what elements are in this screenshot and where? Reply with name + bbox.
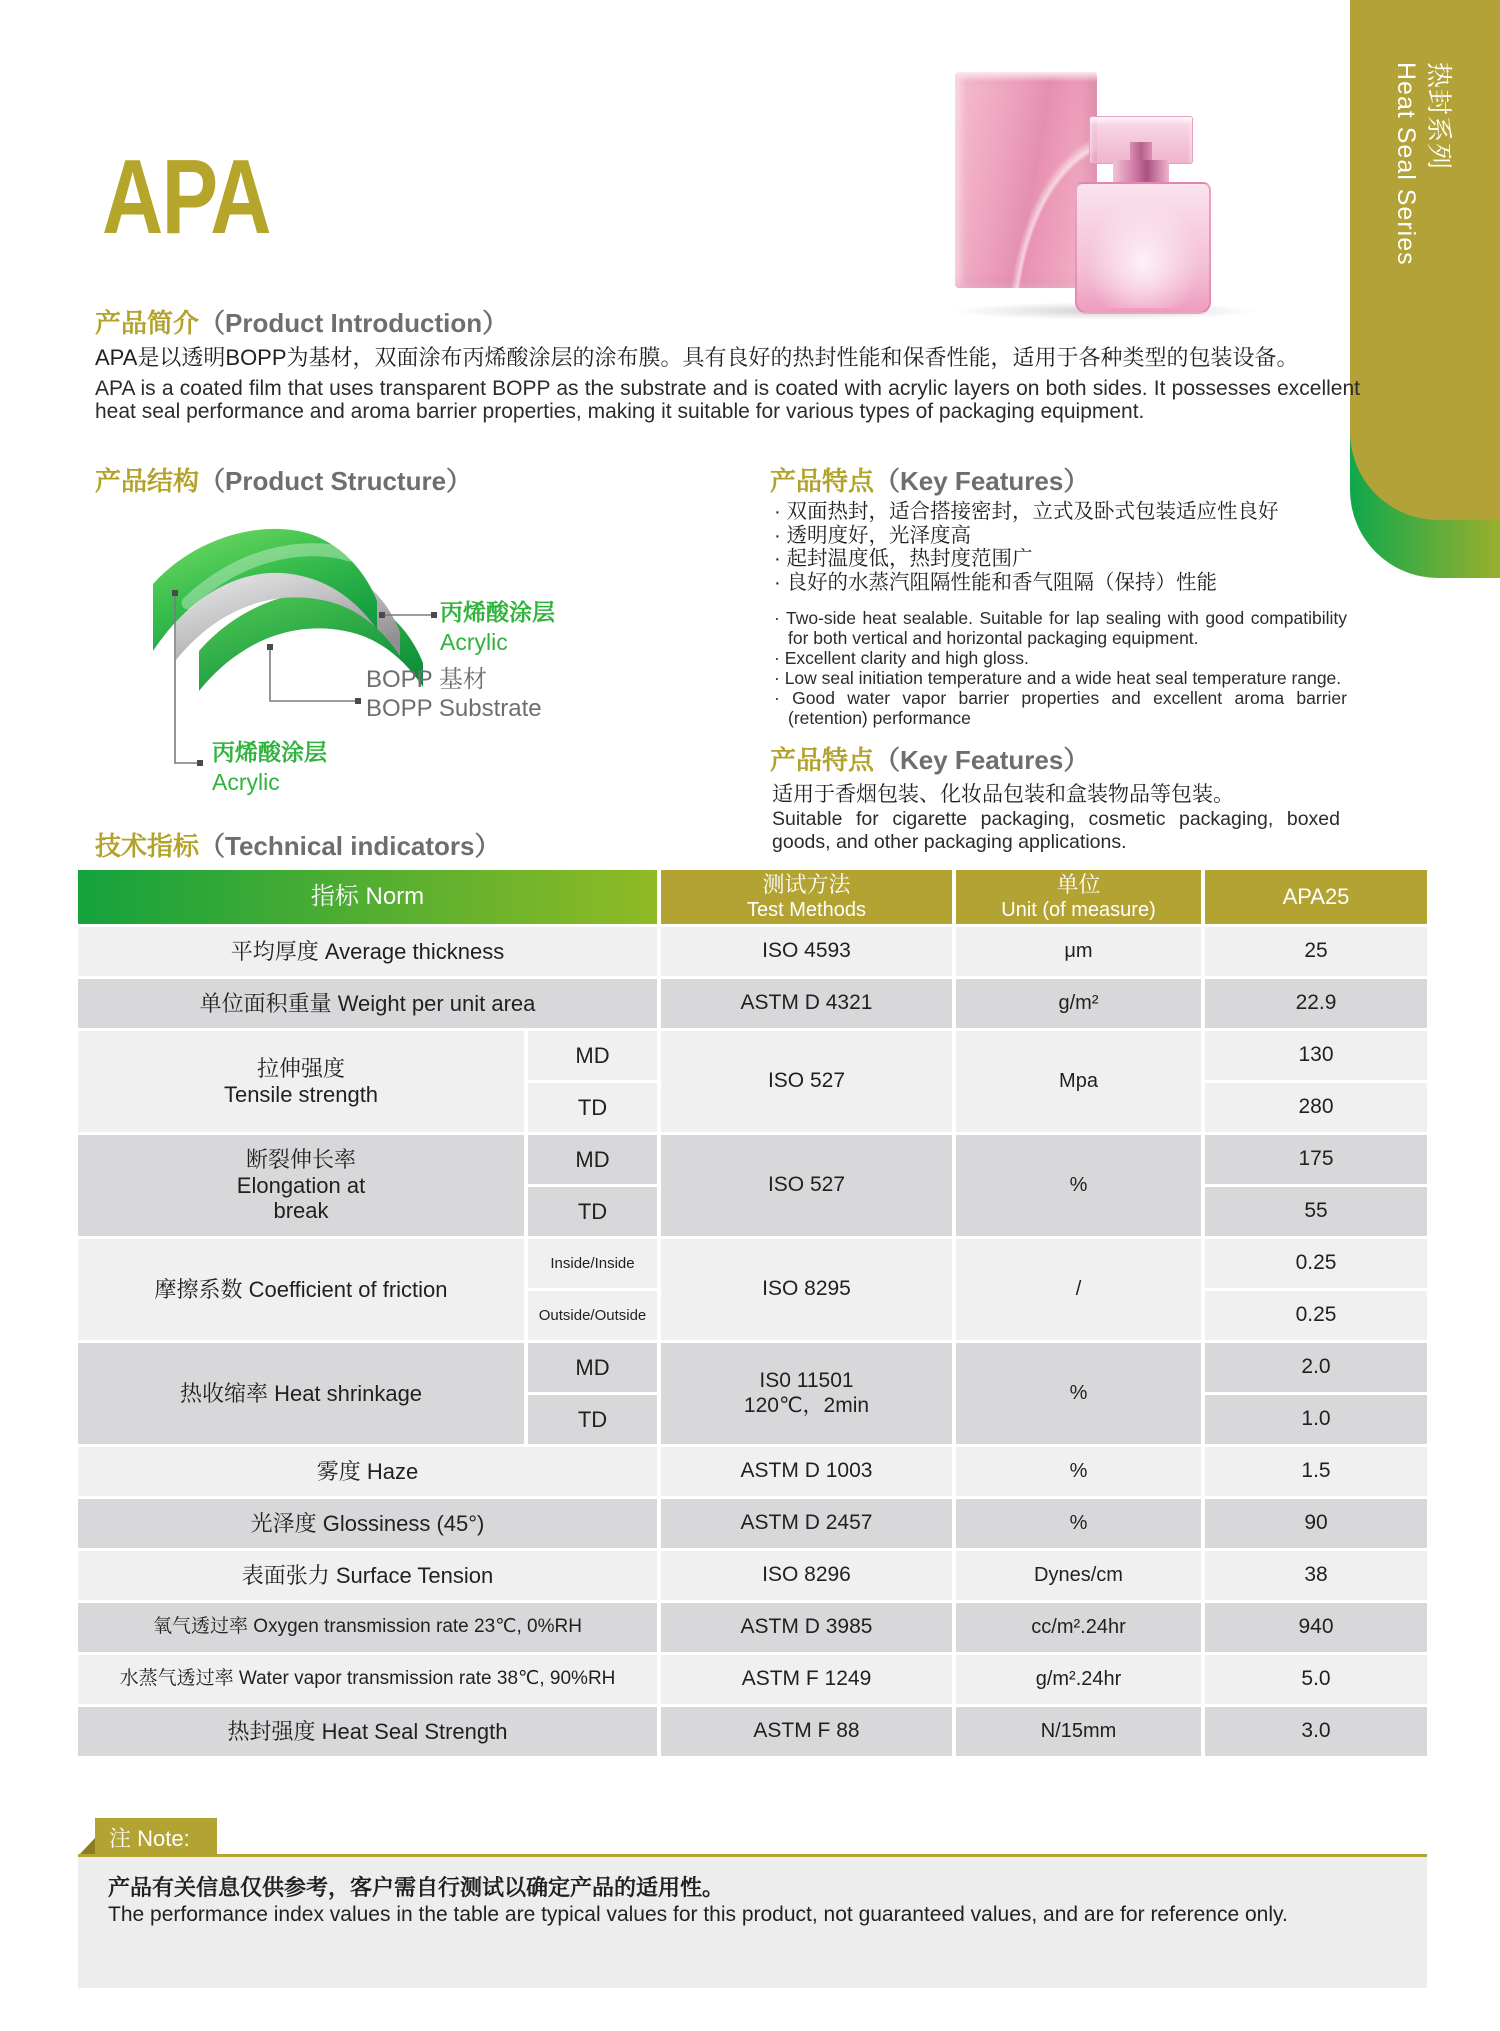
table-cell-method: ISO 8295 [661,1239,956,1340]
feature-bullet: · 双面热封，适合搭接密封，立式及卧式包装适应性良好 [772,500,1362,524]
table-row [78,1603,1427,1652]
table-cell-method: ASTM D 4321 [661,979,956,1028]
feature-bullet: · Excellent clarity and high gloss. [772,648,1347,668]
table-cell-val: 1.5 [1205,1447,1427,1496]
table-cell-method: ASTM F 1249 [661,1655,956,1704]
table-row [78,1499,1427,1548]
table-cell-method: ASTM F 88 [661,1707,956,1756]
intro-heading [95,303,508,340]
header-unit [956,870,1205,924]
applications-body-en: Suitable for cigarette packaging, cosmetic packaging, boxed goods, and other packaging applications. [772,808,1340,853]
label-bopp [366,665,542,723]
table-cell-method: ISO 527 [661,1031,956,1132]
table-cell-sub: Outside/Outside [528,1291,661,1340]
header-method-en: Test Methods [747,899,866,921]
product-title: APA [102,138,270,256]
table-cell-name: 光泽度 Glossiness (45°) [78,1499,661,1548]
table-cell-val: 5.0 [1205,1655,1427,1704]
header-grade: APA25 [1205,870,1427,924]
table-cell-method: ASTM D 1003 [661,1447,956,1496]
table-cell-val: 25 [1205,927,1427,976]
table-cell-sub: TD [528,1083,661,1132]
table-cell-name: 单位面积重量 Weight per unit area [78,979,661,1028]
table-cell-unit: cc/m².24hr [956,1603,1205,1652]
table-cell-method: IS0 11501 120℃，2min [661,1343,956,1444]
table-cell-name: 平均厚度 Average thickness [78,927,661,976]
note-line-cn: 产品有关信息仅供参考，客户需自行测试以确定产品的适用性。 [108,1875,725,1900]
table-cell-method: ASTM D 2457 [661,1499,956,1548]
label-acrylic-top-cn: 丙烯酸涂层 [440,599,555,625]
table-cell-sub: Inside/Inside [528,1239,661,1288]
structure-heading-en: （Product Structure） [199,466,473,496]
table-cell-name: 热收缩率 Heat shrinkage [78,1343,528,1444]
spec-table-header [78,870,1427,924]
table-cell-unit: % [956,1343,1205,1444]
table-row [78,1135,1427,1236]
table-row [78,979,1427,1028]
note-tab: 注 Note: [95,1818,217,1856]
features-heading-en: （Key Features） [874,466,1090,496]
table-row [78,1551,1427,1600]
series-label-en: Heat Seal Series [1392,62,1420,266]
note-box [78,1854,1427,1988]
structure-diagram [140,515,620,815]
features-bullets-en [772,608,1347,728]
indicators-heading-en: （Technical indicators） [199,831,501,861]
spec-table [78,870,1427,1759]
header-test-methods [661,870,956,924]
table-cell-val: 940 [1205,1603,1427,1652]
table-cell-unit: % [956,1135,1205,1236]
table-cell-name: 拉伸强度 Tensile strength [78,1031,528,1132]
table-cell-val: 55 [1205,1187,1427,1236]
structure-heading-cn: 产品结构 [95,466,200,496]
header-method-cn: 测试方法 [762,872,851,897]
table-cell-unit: / [956,1239,1205,1340]
intro-heading-en: （Product Introduction） [199,308,509,338]
bottle-collar [1113,160,1169,184]
bottle-body [1075,182,1211,314]
applications-heading [770,740,1089,777]
label-acrylic-top-en: Acrylic [440,629,508,655]
table-cell-unit: Mpa [956,1031,1205,1132]
table-row [78,1655,1427,1704]
header-unit-en: Unit (of measure) [1001,899,1156,921]
sidebar-series-label [1390,62,1456,266]
intro-body-en: APA is a coated film that uses transparent BOPP as the substrate and is coated with acrylic layers on both sides. It possesses excellent heat seal performance and aroma barrier properties, making it suitable for various types of packaging equipment. [95,377,1360,423]
table-cell-val: 3.0 [1205,1707,1427,1756]
table-cell-val: 90 [1205,1499,1427,1548]
table-cell-val: 175 [1205,1135,1427,1184]
table-cell-unit: N/15mm [956,1707,1205,1756]
spec-table-body [78,927,1427,1756]
applications-heading-cn: 产品特点 [770,745,875,775]
applications-heading-en: （Key Features） [874,745,1090,775]
table-cell-name: 水蒸气透过率 Water vapor transmission rate 38℃, 90%RH [78,1655,661,1704]
structure-heading [95,461,472,498]
label-bopp-cn: BOPP 基材 [366,666,487,693]
feature-bullet: · Good water vapor barrier properties and excellent aroma barrier (retention) performance [772,688,1347,728]
table-cell-val: 0.25 [1205,1291,1427,1340]
product-photo [950,60,1270,312]
features-heading [770,461,1089,498]
table-cell-unit: g/m² [956,979,1205,1028]
table-cell-method: ISO 527 [661,1135,956,1236]
table-cell-method: ISO 4593 [661,927,956,976]
table-cell-name: 断裂伸长率 Elongation at break [78,1135,528,1236]
table-cell-unit: % [956,1447,1205,1496]
header-unit-cn: 单位 [1056,872,1101,897]
table-cell-unit: Dynes/cm [956,1551,1205,1600]
table-cell-name: 氧气透过率 Oxygen transmission rate 23℃, 0%RH [78,1603,661,1652]
label-acrylic-bottom-en: Acrylic [212,769,280,795]
table-cell-sub: MD [528,1031,661,1080]
perfume-bottle [1075,116,1207,312]
label-acrylic-top [440,597,555,657]
table-cell-val: 38 [1205,1551,1427,1600]
table-cell-unit: % [956,1499,1205,1548]
table-cell-val: 2.0 [1205,1343,1427,1392]
table-cell-val: 0.25 [1205,1239,1427,1288]
features-bullets-cn [772,500,1362,594]
intro-body-cn: APA是以透明BOPP为基材，双面涂布丙烯酸涂层的涂布膜。具有良好的热封性能和保香性能，适用于各种类型的包装设备。 [95,345,1299,370]
feature-bullet: · 良好的水蒸汽阻隔性能和香气阻隔（保持）性能 [772,571,1362,595]
table-cell-val: 280 [1205,1083,1427,1132]
feature-bullet: · Low seal initiation temperature and a wide heat seal temperature range. [772,668,1347,688]
table-cell-val: 130 [1205,1031,1427,1080]
table-cell-val: 1.0 [1205,1395,1427,1444]
table-cell-method: ISO 8296 [661,1551,956,1600]
indicators-heading-cn: 技术指标 [95,831,200,861]
table-row [78,1343,1427,1444]
intro-heading-cn: 产品简介 [95,308,200,338]
table-cell-sub: MD [528,1343,661,1392]
table-row [78,1707,1427,1756]
table-cell-sub: MD [528,1135,661,1184]
table-row [78,1031,1427,1132]
label-acrylic-bottom [212,737,327,797]
note-line-en: The performance index values in the table are typical values for this product, not guaranteed values, and are for reference only. [108,1903,1288,1926]
feature-bullet: · Two-side heat sealable. Suitable for lap sealing with good compatibility for both vertical and horizontal packaging equipment. [772,608,1347,648]
table-cell-sub: TD [528,1395,661,1444]
table-cell-unit: g/m².24hr [956,1655,1205,1704]
header-norm: 指标 Norm [78,870,661,924]
table-row [78,1239,1427,1340]
label-acrylic-bottom-cn: 丙烯酸涂层 [212,739,327,765]
features-heading-cn: 产品特点 [770,466,875,496]
series-label-cn: 热封系列 [1424,62,1454,171]
table-cell-name: 雾度 Haze [78,1447,661,1496]
indicators-heading [95,826,501,863]
table-row [78,1447,1427,1496]
label-bopp-en: BOPP Substrate [366,695,542,722]
table-cell-unit: μm [956,927,1205,976]
feature-bullet: · 透明度好，光泽度高 [772,524,1362,548]
table-row [78,927,1427,976]
table-cell-sub: TD [528,1187,661,1236]
table-cell-name: 表面张力 Surface Tension [78,1551,661,1600]
applications-body-cn: 适用于香烟包装、化妆品包装和盒装物品等包装。 [772,783,1234,806]
table-cell-name: 摩擦系数 Coefficient of friction [78,1239,528,1340]
feature-bullet: · 起封温度低，热封度范围广 [772,547,1362,571]
table-cell-method: ASTM D 3985 [661,1603,956,1652]
table-cell-name: 热封强度 Heat Seal Strength [78,1707,661,1756]
table-cell-val: 22.9 [1205,979,1427,1028]
